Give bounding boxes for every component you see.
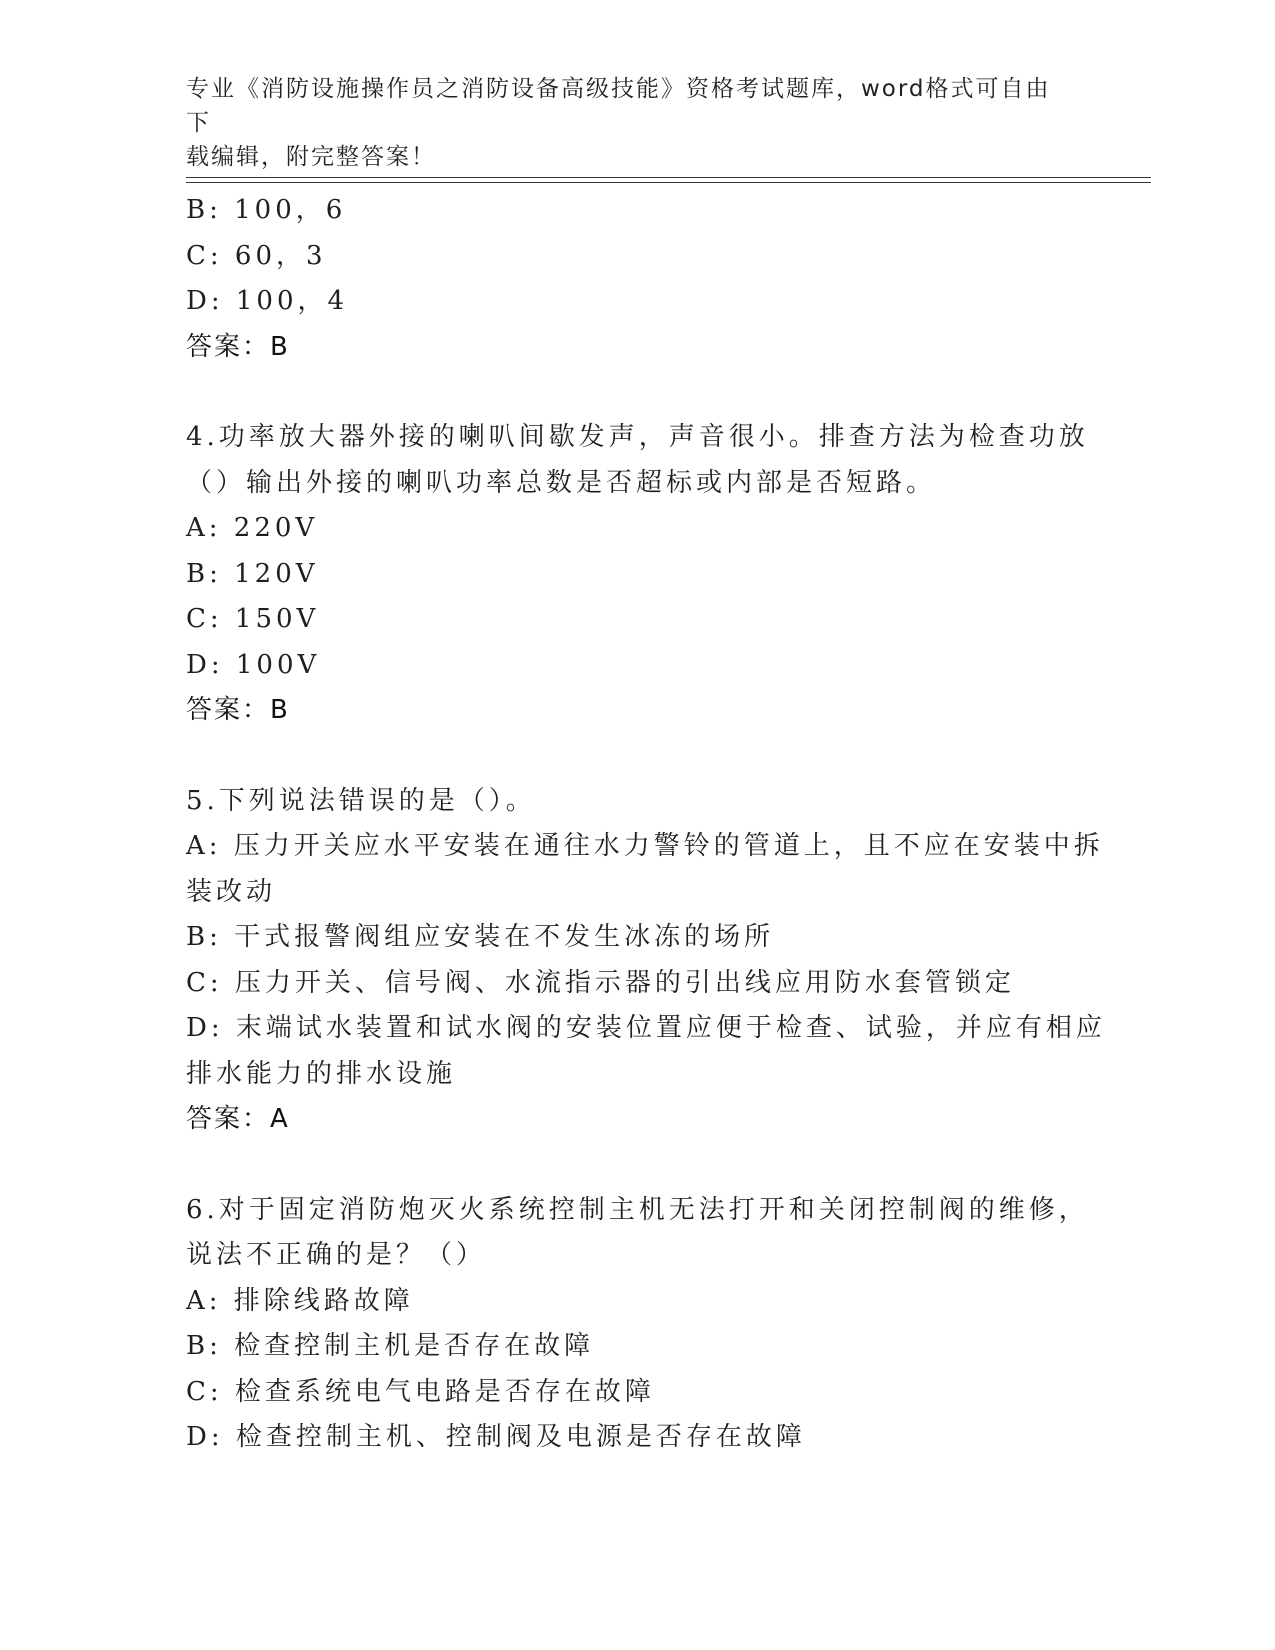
option-c: C: 150V xyxy=(186,604,320,634)
option-d: D: 检查控制主机、控制阀及电源是否存在故障 xyxy=(186,1422,806,1452)
header-rule-top xyxy=(186,177,1151,178)
question-stem: 4.功率放大器外接的喇叭间歇发声，声音很小。排查方法为检查功放 xyxy=(186,422,1089,452)
header-line-2: 载编辑，附完整答案！ xyxy=(186,144,436,170)
question-content xyxy=(186,188,1106,1461)
question-stem-continued: （）输出外接的喇叭功率总数是否超标或内部是否短路。 xyxy=(186,467,937,498)
question-stem: 6.对于固定消防炮灭火系统控制主机无法打开和关闭控制阀的维修， xyxy=(186,1194,1089,1225)
option-b: B: 检查控制主机是否存在故障 xyxy=(186,1331,595,1361)
answer: 答案：B xyxy=(186,695,290,725)
question-stem: 5.下列说法错误的是（）。 xyxy=(186,785,536,816)
option-d-continued: 排水能力的排水设施 xyxy=(186,1058,457,1089)
answer: 答案：B xyxy=(186,331,290,362)
header-rule-bottom xyxy=(186,182,1151,183)
option-d: D: 100，4 xyxy=(186,286,349,316)
option-c: C: 检查系统电气电路是否存在故障 xyxy=(186,1376,655,1407)
spacer xyxy=(186,734,1086,779)
answer: 答案：A xyxy=(186,1104,290,1134)
header-line-1: 专业《消防设施操作员之消防设备高级技能》资格考试题库，word格式可自由下 xyxy=(186,76,1051,136)
question-3-partial xyxy=(186,188,1086,370)
spacer xyxy=(186,1143,1086,1188)
option-c: C: 60，3 xyxy=(186,240,327,271)
option-d: D: 100V xyxy=(186,649,321,680)
option-d: D: 末端试水装置和试水阀的安装位置应便于检查、试验，并应有相应 xyxy=(186,1013,1106,1043)
option-a-continued: 装改动 xyxy=(186,876,277,907)
spacer xyxy=(186,370,1086,415)
question-6 xyxy=(186,1188,1089,1461)
option-b: B: 120V xyxy=(186,558,319,589)
option-a: A: 压力开关应水平安装在通往水力警铃的管道上，且不应在安装中拆 xyxy=(186,831,1104,861)
question-stem-continued: 说法不正确的是？（） xyxy=(186,1240,487,1270)
question-5 xyxy=(186,779,1106,1143)
option-b: B: 干式报警阀组应安装在不发生冰冻的场所 xyxy=(186,922,775,952)
question-4 xyxy=(186,415,1089,734)
option-a: A: 排除线路故障 xyxy=(186,1285,414,1316)
option-b: B: 100，6 xyxy=(186,195,347,225)
option-c: C: 压力开关、信号阀、水流指示器的引出线应用防水套管锁定 xyxy=(186,967,1015,998)
option-a: A: 220V xyxy=(186,513,319,543)
document-header xyxy=(186,72,1066,174)
